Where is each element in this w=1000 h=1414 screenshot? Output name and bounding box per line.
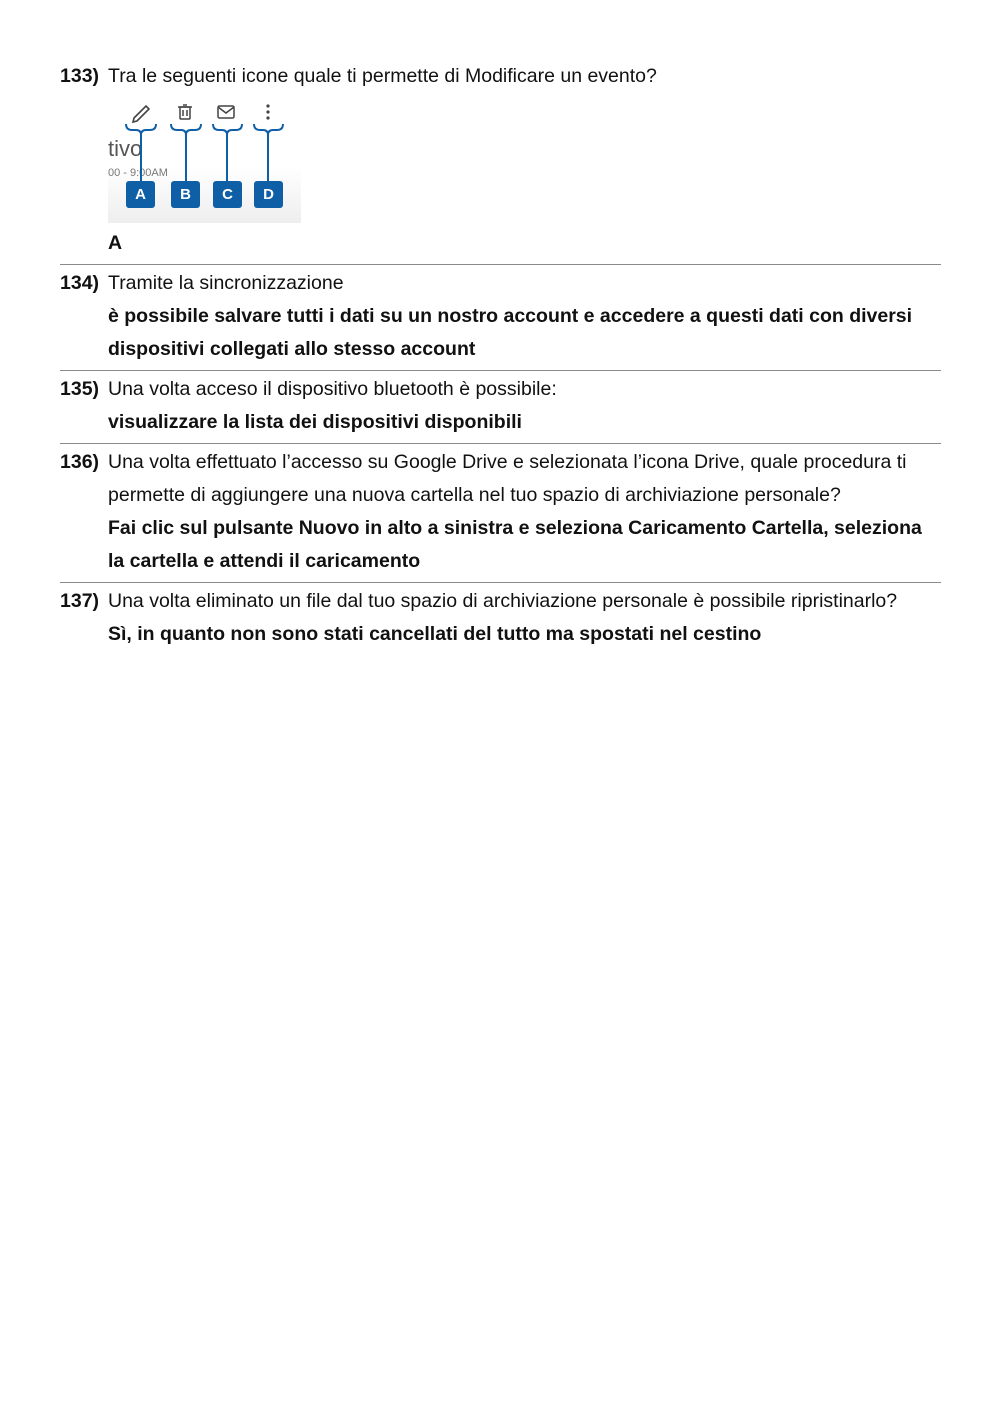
pencil-icon: [133, 106, 149, 122]
trash-icon: [178, 105, 192, 119]
more-vertical-icon: [266, 104, 269, 119]
quiz-page: [60, 58, 941, 655]
question-block-133: [60, 58, 941, 264]
question-text: Tra le seguenti icone quale ti permette di Modificare un evento?: [108, 65, 657, 87]
question-text: Una volta effettuato l’accesso su Google Drive e selezionata l’icona Drive, quale procedura ti permette di aggiungere una nuova cartella nel tuo spazio di archiviazione personale?: [108, 451, 907, 506]
answer-text: Fai clic sul pulsante Nuovo in alto a sinistra e seleziona Caricamento Cartella, seleziona la cartella e attendi il caricamento: [108, 517, 922, 572]
answer-text: A: [108, 232, 123, 254]
question-block-136: [60, 443, 941, 582]
question-text: Tramite la sincronizzazione: [108, 272, 344, 294]
answer-text: Sì, in quanto non sono stati cancellati del tutto ma spostati nel cestino: [108, 623, 762, 645]
question-number: 136): [60, 451, 100, 473]
question-number: 133): [60, 65, 100, 87]
question-number: 135): [60, 378, 100, 400]
envelope-icon: [218, 106, 234, 118]
label-d: D: [254, 181, 283, 208]
question-number: 134): [60, 272, 100, 294]
question-block-137: [60, 582, 941, 655]
label-a: A: [126, 181, 155, 208]
label-c: C: [213, 181, 242, 208]
figure-background-text: tivo: [108, 136, 143, 161]
label-b: B: [171, 181, 200, 208]
question-text: Una volta acceso il dispositivo bluetooth è possibile:: [108, 378, 557, 400]
question-block-135: [60, 370, 941, 443]
figure-background-subtext: 00 - 9:00AM: [108, 167, 168, 179]
answer-text: visualizzare la lista dei dispositivi disponibili: [108, 411, 522, 433]
question-number: 137): [60, 590, 100, 612]
question-text: Una volta eliminato un file dal tuo spazio di archiviazione personale è possibile ripristinarlo?: [108, 590, 898, 612]
icons-figure: [108, 97, 301, 223]
answer-text: è possibile salvare tutti i dati su un nostro account e accedere a questi dati con diversi dispositivi collegati allo stesso account: [108, 305, 913, 360]
question-block-134: [60, 264, 941, 370]
